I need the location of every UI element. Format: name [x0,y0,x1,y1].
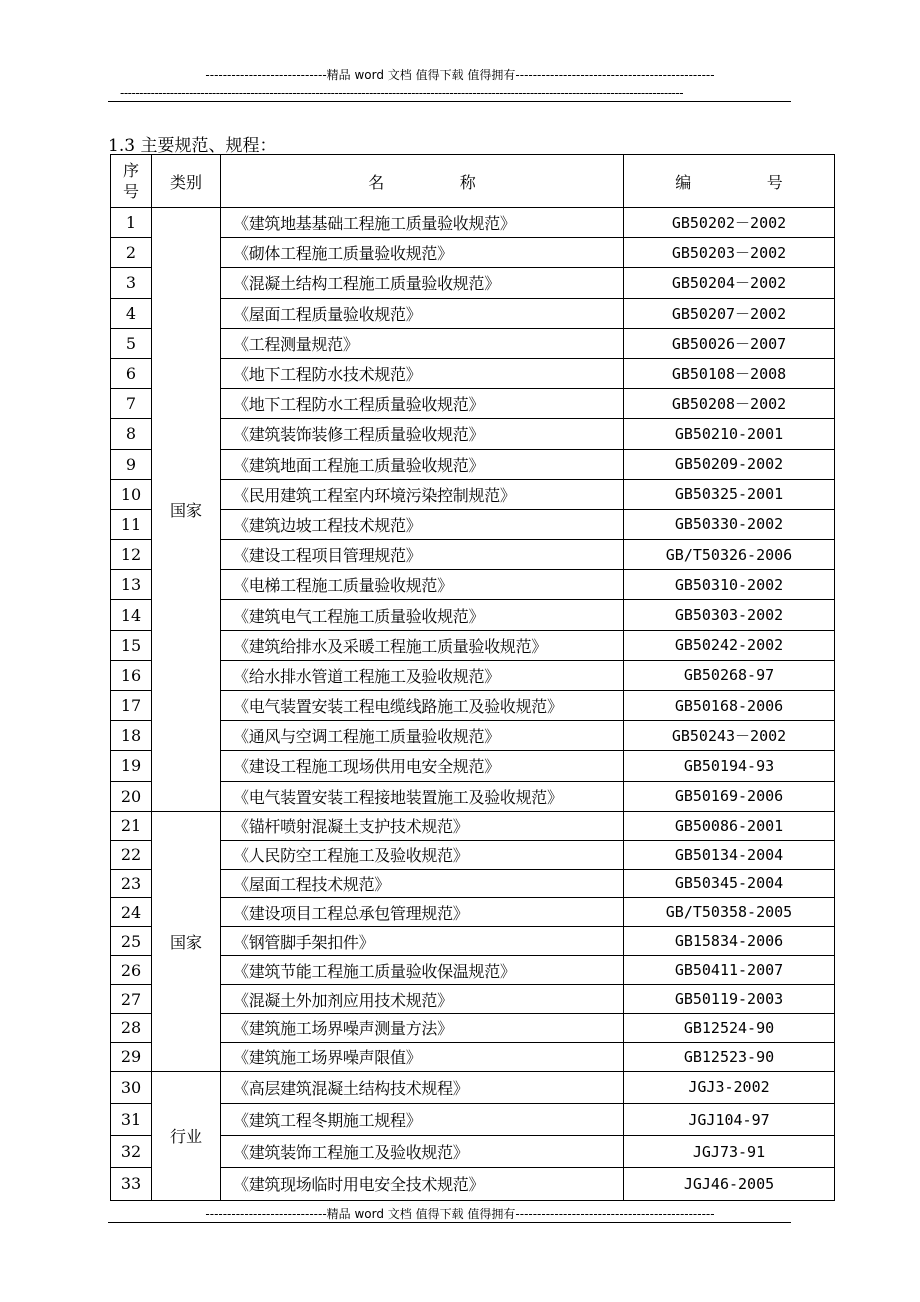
row-serial-number: 27 [111,985,152,1014]
row-standard-name: 《建筑装饰工程施工及验收规范》 [221,1136,624,1168]
row-standard-name: 《高层建筑混凝土结构技术规程》 [221,1071,624,1103]
row-standard-code: JGJ3-2002 [624,1071,835,1103]
row-standard-name: 《建设项目工程总承包管理规范》 [221,898,624,927]
row-standard-code: GB50330-2002 [624,509,835,539]
row-serial-number: 14 [111,600,152,630]
row-standard-name: 《建筑地基基础工程施工质量验收规范》 [221,208,624,238]
row-standard-code: GB50243－2002 [624,721,835,751]
row-standard-code: GB50209-2002 [624,449,835,479]
row-serial-number: 4 [111,298,152,328]
row-standard-code: GB50242-2002 [624,630,835,660]
header-category: 类别 [152,155,221,208]
section-title: 1.3 主要规范、规程： [108,136,277,156]
row-serial-number: 7 [111,389,152,419]
row-standard-code: GB/T50358-2005 [624,898,835,927]
page-header-dashes: --------------------------------------------------------------------------------------------------------------------------------------------------- [120,86,684,100]
row-serial-number: 6 [111,358,152,388]
header-serial-number [111,155,152,208]
row-standard-name: 《电气装置安装工程电缆线路施工及验收规范》 [221,691,624,721]
row-standard-code: JGJ46-2005 [624,1168,835,1200]
table-row [111,811,835,840]
row-serial-number: 24 [111,898,152,927]
row-standard-name: 《建设工程项目管理规范》 [221,540,624,570]
row-standard-name: 《锚杆喷射混凝土支护技术规范》 [221,811,624,840]
header-rule [108,101,791,102]
row-standard-code: GB50325-2001 [624,479,835,509]
row-standard-name: 《给水排水管道工程施工及验收规范》 [221,660,624,690]
row-serial-number: 1 [111,208,152,238]
row-standard-name: 《建筑地面工程施工质量验收规范》 [221,449,624,479]
footer-rule [108,1222,791,1223]
row-serial-number: 29 [111,1042,152,1071]
row-standard-name: 《屋面工程技术规范》 [221,869,624,898]
row-serial-number: 22 [111,840,152,869]
row-standard-code: GB50310-2002 [624,570,835,600]
row-serial-number: 31 [111,1103,152,1135]
row-standard-code: GB15834-2006 [624,927,835,956]
row-standard-name: 《通风与空调工程施工质量验收规范》 [221,721,624,751]
row-standard-code: GB50202－2002 [624,208,835,238]
table-row [111,1071,835,1103]
row-standard-code: GB50303-2002 [624,600,835,630]
row-standard-name: 《混凝土外加剂应用技术规范》 [221,985,624,1014]
row-serial-number: 21 [111,811,152,840]
row-serial-number: 32 [111,1136,152,1168]
table-header-row [111,155,835,208]
row-serial-number: 33 [111,1168,152,1200]
header-name [221,155,624,208]
row-serial-number: 15 [111,630,152,660]
header-code [624,155,835,208]
row-standard-name: 《地下工程防水工程质量验收规范》 [221,389,624,419]
row-serial-number: 28 [111,1013,152,1042]
row-standard-name: 《电梯工程施工质量验收规范》 [221,570,624,600]
page-footer-text: ----------------------------精品 word 文档 值得下载 值得拥有---------------------------------------------- [205,1207,715,1221]
row-standard-code: GB50134-2004 [624,840,835,869]
row-standard-code: GB12523-90 [624,1042,835,1071]
row-standard-code: GB/T50326-2006 [624,540,835,570]
row-serial-number: 20 [111,781,152,811]
row-standard-name: 《砌体工程施工质量验收规范》 [221,238,624,268]
row-serial-number: 17 [111,691,152,721]
row-serial-number: 19 [111,751,152,781]
row-standard-code: GB50208－2002 [624,389,835,419]
row-serial-number: 18 [111,721,152,751]
row-standard-code: GB50345-2004 [624,869,835,898]
row-standard-code: GB50169-2006 [624,781,835,811]
row-category: 行业 [152,1071,221,1200]
row-standard-name: 《建筑施工场界噪声测量方法》 [221,1013,624,1042]
row-standard-code: GB50108－2008 [624,358,835,388]
row-serial-number: 8 [111,419,152,449]
row-standard-code: GB50026－2007 [624,328,835,358]
row-standard-name: 《工程测量规范》 [221,328,624,358]
row-serial-number: 5 [111,328,152,358]
row-standard-name: 《地下工程防水技术规范》 [221,358,624,388]
row-standard-code: GB50210-2001 [624,419,835,449]
row-serial-number: 25 [111,927,152,956]
row-serial-number: 3 [111,268,152,298]
row-standard-code: GB50194-93 [624,751,835,781]
header-code-label: 编 号 [675,172,818,192]
row-standard-code: GB12524-90 [624,1013,835,1042]
row-standard-code: GB50119-2003 [624,985,835,1014]
table-row [111,208,835,238]
row-standard-name: 《建筑边坡工程技术规范》 [221,509,624,539]
row-standard-name: 《屋面工程质量验收规范》 [221,298,624,328]
row-standard-code: GB50411-2007 [624,956,835,985]
row-serial-number: 13 [111,570,152,600]
row-standard-code: GB50168-2006 [624,691,835,721]
row-serial-number: 9 [111,449,152,479]
row-category: 国家 [152,811,221,1071]
norms-table-body [111,208,835,1201]
row-standard-code: JGJ104-97 [624,1103,835,1135]
row-serial-number: 30 [111,1071,152,1103]
row-standard-name: 《钢管脚手架扣件》 [221,927,624,956]
row-standard-name: 《建筑电气工程施工质量验收规范》 [221,600,624,630]
row-standard-name: 《电气装置安装工程接地装置施工及验收规范》 [221,781,624,811]
row-serial-number: 2 [111,238,152,268]
row-standard-code: GB50207－2002 [624,298,835,328]
row-standard-code: JGJ73-91 [624,1136,835,1168]
row-standard-name: 《建筑工程冬期施工规程》 [221,1103,624,1135]
page-header-text: ----------------------------精品 word 文档 值得下载 值得拥有---------------------------------------------- [205,68,715,82]
row-standard-code: GB50204－2002 [624,268,835,298]
row-serial-number: 26 [111,956,152,985]
row-standard-name: 《混凝土结构工程施工质量验收规范》 [221,268,624,298]
row-serial-number: 12 [111,540,152,570]
row-standard-name: 《建设工程施工现场供用电安全规范》 [221,751,624,781]
header-serial-2: 号 [122,182,139,201]
row-standard-code: GB50203－2002 [624,238,835,268]
row-standard-name: 《建筑现场临时用电安全技术规范》 [221,1168,624,1200]
norms-table [110,154,835,1201]
row-standard-name: 《建筑施工场界噪声限值》 [221,1042,624,1071]
header-name-label: 名 称 [368,172,511,192]
header-serial-1: 序 [122,161,139,180]
row-serial-number: 10 [111,479,152,509]
row-standard-code: GB50086-2001 [624,811,835,840]
row-serial-number: 16 [111,660,152,690]
row-standard-name: 《建筑节能工程施工质量验收保温规范》 [221,956,624,985]
row-serial-number: 11 [111,509,152,539]
row-standard-code: GB50268-97 [624,660,835,690]
row-standard-name: 《建筑装饰装修工程质量验收规范》 [221,419,624,449]
row-standard-name: 《建筑给排水及采暖工程施工质量验收规范》 [221,630,624,660]
row-serial-number: 23 [111,869,152,898]
row-standard-name: 《人民防空工程施工及验收规范》 [221,840,624,869]
row-standard-name: 《民用建筑工程室内环境污染控制规范》 [221,479,624,509]
row-category: 国家 [152,208,221,812]
